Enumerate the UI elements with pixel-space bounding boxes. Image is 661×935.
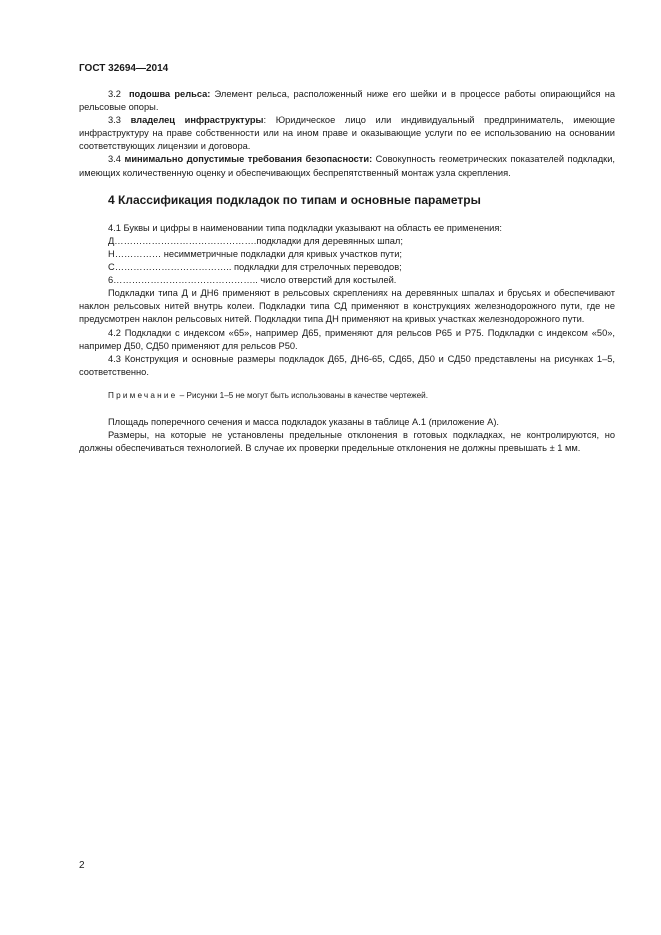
definition-3-3: [79, 114, 615, 153]
note-label: Примечание: [108, 390, 178, 400]
paragraph-types: Подкладки типа Д и ДН6 применяют в рельсовых скреплениях на деревянных шпалах и брусьях и обеспечивают наклон рельсовых нитей внутрь колеи. Подкладки типа СД применяют в конструкциях железнодорожного пути, где не предусмотрен наклон рельсовых нитей. Подкладки типа ДН применяют на кривых участках железнодорожного пути.: [79, 288, 615, 325]
clause-number: 3.4: [108, 154, 121, 165]
list-item: 6……………………………………….. число отверстий для костылей.: [108, 275, 397, 286]
clause-number: 3.3: [108, 115, 121, 126]
paragraph-area: Площадь поперечного сечения и масса подкладок указаны в таблице А.1 (приложение А).: [108, 416, 500, 427]
paragraph-4-3: 4.3 Конструкция и основные размеры подкладок Д65, ДН6-65, СД65, Д50 и СД50 представлены на рисунках 1–5, соответственно.: [79, 353, 615, 377]
note-text: – Рисунки 1–5 не могут быть использованы в качестве чертежей.: [177, 390, 429, 400]
definition-text: Совокупность геометрических показателей подкладки, имеющих количественную оценку и обеспечивающих беспрепятственный монтаж узла скрепления.: [79, 154, 616, 178]
clause-number: 3.2: [108, 89, 121, 99]
paragraph-4-1: 4.1 Буквы и цифры в наименовании типа подкладки указывают на область ее применения:: [108, 222, 502, 233]
list-item: Н…………… несимметричные подкладки для кривых участков пути;: [108, 248, 402, 259]
definition-term: подошва рельса:: [128, 89, 211, 99]
list-item: Д……………………………………….подкладки для деревянных шпал;: [108, 235, 403, 246]
definition-term: минимально допустимые требования безопасности:: [124, 154, 373, 165]
definition-3-2: [79, 88, 615, 114]
page-number: 2: [79, 860, 85, 871]
paragraph-4-2: 4.2 Подкладки с индексом «65», например Д65, применяют для рельсов Р65 и Р75. Подкладки с индексом «50», например Д50, СД50 применяют для рельсов Р50.: [79, 327, 615, 351]
section-heading: 4 Классификация подкладок по типам и основные параметры: [108, 192, 481, 207]
definition-term: владелец инфраструктуры: [130, 115, 264, 126]
document-body: [79, 88, 615, 455]
paragraph-tolerances: Размеры, на которые не установлены предельные отклонения в готовых подкладках, не контролируются, но должны обеспечиваться технологией. В случае их проверки предельные отклонения не должны превышать ± 1 мм.: [79, 430, 615, 454]
note: [79, 389, 615, 402]
definition-text: : Юридическое лицо или индивидуальный предприниматель, имеющие инфраструктуру на праве собственности или на ином праве и оказывающие услуги по ее использованию на основании соответствующих лицензии и договора.: [79, 115, 615, 152]
definition-3-4: [79, 153, 615, 179]
document-header: ГОСТ 32694—2014: [79, 63, 169, 74]
definition-text: Элемент рельса, расположенный ниже его шейки и в процессе работы опирающийся на рельсовые опоры.: [79, 89, 615, 113]
list-item: С……………………………….. подкладки для стрелочных переводов;: [108, 262, 402, 273]
